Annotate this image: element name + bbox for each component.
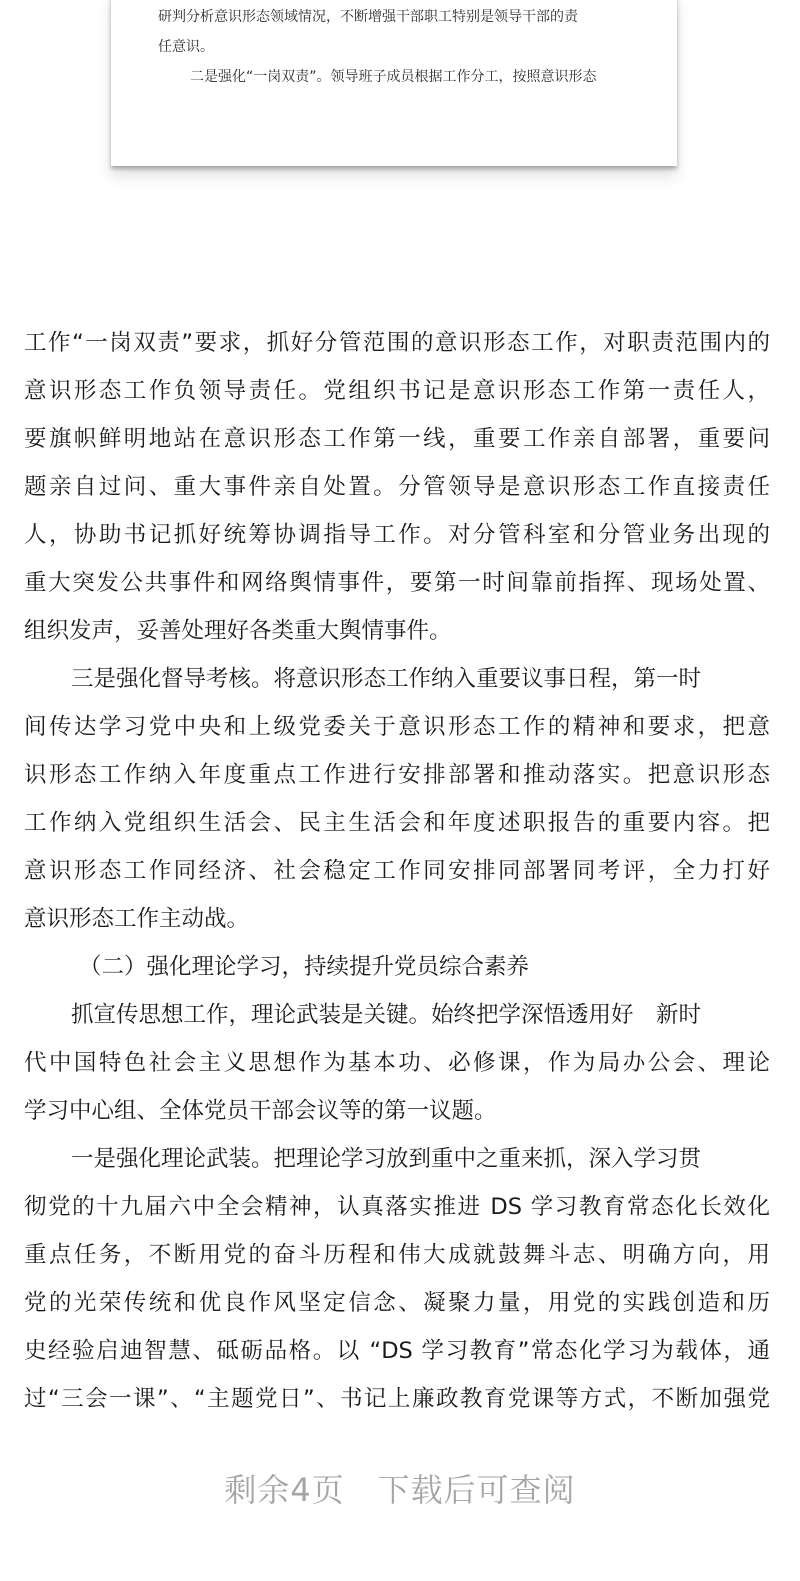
body-line: 党的光荣传统和优良作风坚定信念、凝聚力量，用党的实践创造和历 (24, 1290, 770, 1316)
body-line: 间传达学习党中央和上级党委关于意识形态工作的精神和要求，把意 (24, 714, 770, 740)
body-line: 工作纳入党组织生活会、民主生活会和年度述职报告的重要内容。把 (24, 810, 770, 836)
remaining-pages-download-prompt[interactable]: 剩余4页 下载后可查阅 (224, 1471, 576, 1509)
paragraph-start-line: 一是强化理论武装。把理论学习放到重中之重来抓，深入学习贯 (71, 1146, 702, 1172)
body-line: 学习中心组、全体党员干部会议等的第一议题。 (24, 1098, 497, 1124)
body-line: 工作“一岗双责”要求，抓好分管范围的意识形态工作，对职责范围内的 (24, 330, 770, 356)
body-line: 要旗帜鲜明地站在意识形态工作第一线，重要工作亲自部署，重要问 (24, 426, 770, 452)
preview-line: 任意识。 (158, 39, 214, 55)
body-line: 史经验启迪智慧、砥砺品格。以 “DS 学习教育”常态化学习为载体，通 (24, 1338, 770, 1364)
body-line: 题亲自过问、重大事件亲自处置。分管领导是意识形态工作直接责任 (24, 474, 770, 500)
body-line: 组织发声，妥善处理好各类重大舆情事件。 (24, 618, 452, 644)
paragraph-start-line: 抓宣传思想工作，理论武装是关键。始终把学深悟透用好 新时 (71, 1002, 702, 1028)
body-line: 意识形态工作同经济、社会稳定工作同安排同部署同考评，全力打好 (24, 858, 770, 884)
preview-line: 研判分析意识形态领域情况，不断增强干部职工特别是领导干部的责 (158, 9, 578, 25)
document-preview-card (111, 0, 677, 166)
paragraph-start-line: 三是强化督导考核。将意识形态工作纳入重要议事日程，第一时 (71, 666, 702, 692)
body-line: 人，协助书记抓好统筹协调指导工作。对分管科室和分管业务出现的 (24, 522, 770, 548)
body-line: 过“三会一课”、“主题党日”、书记上廉政教育党课等方式，不断加强党 (24, 1386, 770, 1412)
body-line: 代中国特色社会主义思想作为基本功、必修课，作为局办公会、理论 (24, 1050, 770, 1076)
body-line: 重大突发公共事件和网络舆情事件，要第一时间靠前指挥、现场处置、 (24, 570, 770, 596)
section-heading: （二）强化理论学习，持续提升党员综合素养 (79, 954, 530, 980)
body-line: 识形态工作纳入年度重点工作进行安排部署和推动落实。把意识形态 (24, 762, 770, 788)
body-line: 重点任务，不断用党的奋斗历程和伟大成就鼓舞斗志、明确方向，用 (24, 1242, 770, 1268)
body-line: 意识形态工作主动战。 (24, 906, 250, 932)
body-line: 意识形态工作负领导责任。党组织书记是意识形态工作第一责任人， (24, 378, 770, 404)
body-line: 彻党的十九届六中全会精神，认真落实推进 DS 学习教育常态化长效化 (24, 1194, 770, 1220)
preview-line: 二是强化“一岗双责”。领导班子成员根据工作分工，按照意识形态 (190, 69, 597, 85)
